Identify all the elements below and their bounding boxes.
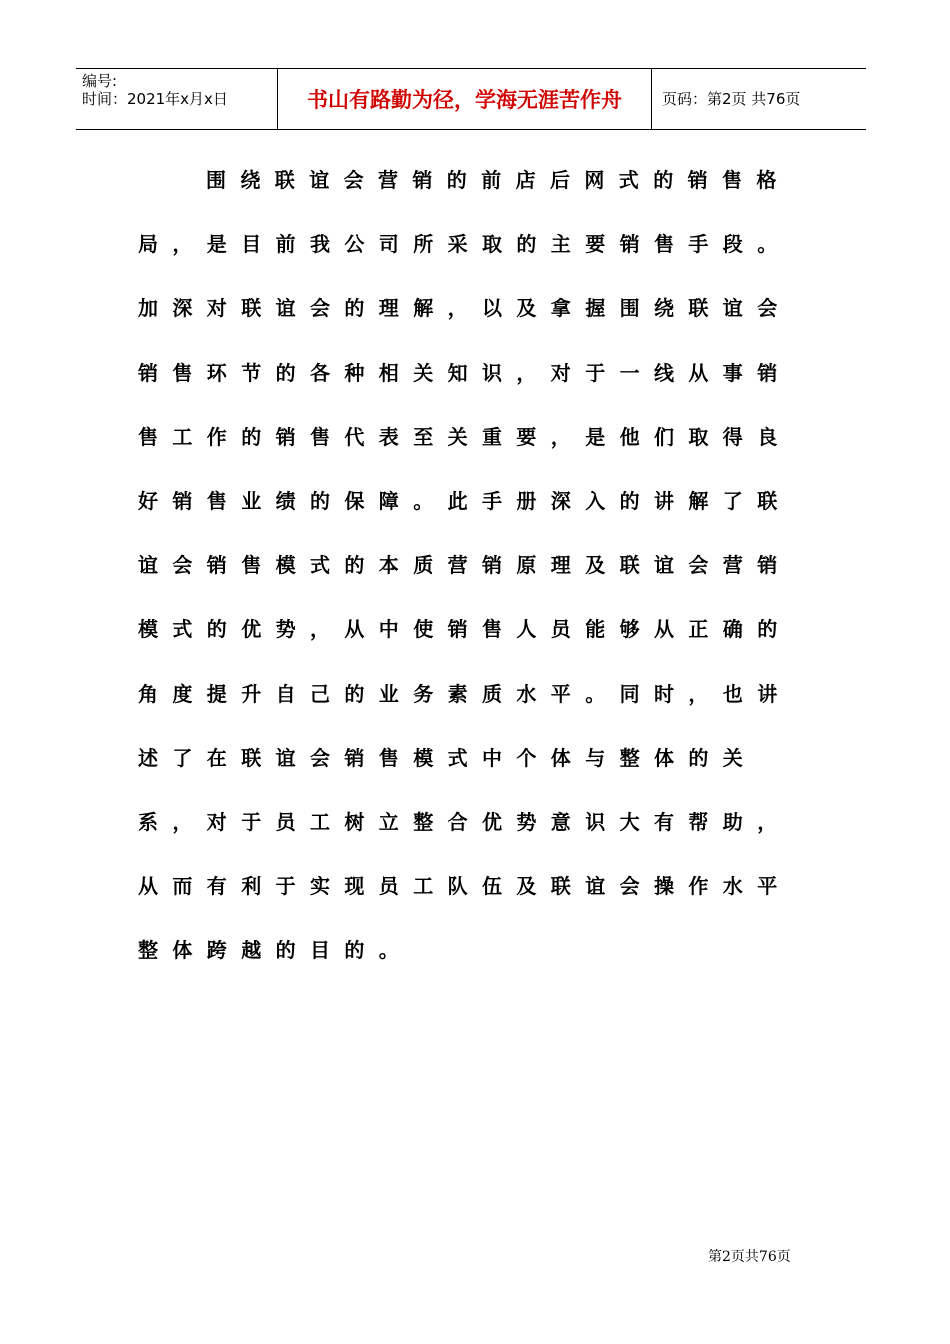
header-motto-cell	[278, 69, 652, 129]
body-paragraph: 围绕联谊会营销的前店后网式的销售格局，是目前我公司所采取的主要销售手段。加深对联谊会的理解，以及拿握围绕联谊会销售环节的各种相关知识，对于一线从事销售工作的销售代表至关重要，是他们取得良好销售业绩的保障。此手册深入的讲解了联谊会销售模式的本质营销原理及联谊会营销模式的优势，从中使销售人员能够从正确的角度提升自己的业务素质水平。同时，也讲述了在联谊会销售模式中个体与整体的关系，对于员工树立整合优势意识大有帮助，从而有利于实现员工队伍及联谊会操作水平整体跨越的目的。	[138, 168, 792, 963]
header-page-cell	[652, 69, 866, 129]
header-motto: 书山有路勤为径，学海无涯苦作舟	[307, 87, 622, 112]
document-time-label: 时间：2021年x月x日	[82, 90, 228, 108]
page-header	[76, 68, 866, 130]
document-number-label: 编号:	[82, 72, 118, 90]
header-meta-cell	[76, 69, 278, 129]
footer-page-number: 第2页共76页	[708, 1249, 791, 1265]
header-page-code: 页码：第2页 共76页	[662, 90, 801, 108]
